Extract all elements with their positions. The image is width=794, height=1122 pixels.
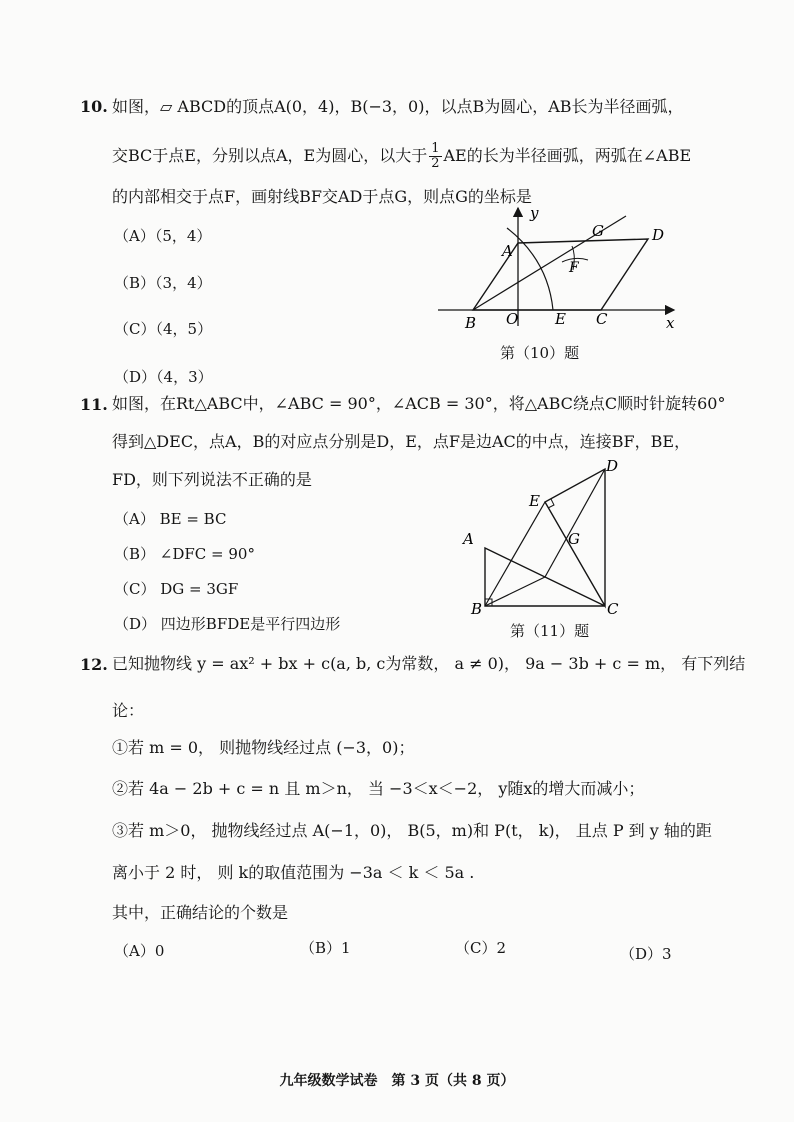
q10-line3: 的内部相交于点F，画射线BF交AD于点G，则点G的坐标是 <box>112 187 532 206</box>
q10-option-a: （A）（5，4） <box>114 227 212 245</box>
q10-line1: 如图，▱ ABCD的顶点A(0，4)，B(−3，0)，以点B为圆心，AB长为半径画弧， <box>112 97 684 116</box>
q12-option-c: （C）2 <box>455 939 507 957</box>
q10-option-d: （D）（4，3） <box>114 368 213 386</box>
label-b: B <box>465 314 477 332</box>
q10-caption: 第（10）题 <box>500 344 580 362</box>
label-y: y <box>530 204 539 222</box>
label-x: x <box>666 314 675 332</box>
q10-frac-den: 2 <box>431 156 440 171</box>
q12-option-d: （D）3 <box>620 945 672 963</box>
label-g: G <box>592 222 604 240</box>
q11-option-a: （A） BE = BC <box>114 510 227 528</box>
q12-number: 12. <box>80 655 108 674</box>
label-f: F <box>569 260 579 276</box>
arc-from-b <box>507 228 553 310</box>
q10-line2a: 交BC于点E，分别以点A，E为圆心，以大于 <box>112 146 428 165</box>
label-b11: B <box>471 600 483 618</box>
q11-number: 11. <box>80 395 108 414</box>
q10-frac-num: 1 <box>431 141 440 156</box>
label-d: D <box>652 226 665 244</box>
label-o: O <box>506 310 519 328</box>
q12-statement-3a: ③若 m＞0， 抛物线经过点 A(−1，0)， B(5，m)和 P(t， k)， 且点 P 到 y 轴的距 <box>112 821 712 840</box>
q10-line2b: AE的长为半径画弧，两弧在∠ABE <box>443 146 692 165</box>
q11-line3: FD，则下列说法不正确的是 <box>112 470 312 489</box>
q12-statement-3b: 离小于 2 时， 则 k的取值范围为 −3a ＜ k ＜ 5a . <box>112 863 475 882</box>
q12-statement-2: ②若 4a − 2b + c = n 且 m＞n， 当 −3＜x＜−2， y随x的增大而减小； <box>112 779 645 798</box>
q10-fraction <box>429 142 441 171</box>
q12-line2: 论： <box>112 701 145 720</box>
q11-caption: 第（11）题 <box>510 622 590 640</box>
label-e11: E <box>529 492 540 510</box>
q11-line2: 得到△DEC，点A，B的对应点分别是D，E，点F是边AC的中点，连接BF，BE， <box>112 432 691 451</box>
label-a: A <box>502 242 513 260</box>
label-c11: C <box>607 600 619 618</box>
q11-figure <box>455 456 630 618</box>
label-c: C <box>596 310 608 328</box>
q12-option-a: （A）0 <box>114 942 165 960</box>
q12-line1: 已知抛物线 y = ax² + bx + c(a, b, c为常数， a ≠ 0)， 9a − 3b + c = m， 有下列结 <box>112 654 746 673</box>
q10-option-c: （C）（4，5） <box>114 320 213 338</box>
q11-option-c: （C） DG = 3GF <box>114 580 239 598</box>
q11-line1: 如图，在Rt△ABC中，∠ABC = 90°，∠ACB = 30°，将△ABC绕点C顺时针旋转60° <box>112 394 726 413</box>
q11-option-d: （D） 四边形BFDE是平行四边形 <box>114 615 341 633</box>
q10-number: 10. <box>80 97 108 116</box>
label-e: E <box>555 310 566 328</box>
page-footer: 九年级数学试卷 第 3 页（共 8 页） <box>279 1073 515 1089</box>
q10-line2 <box>112 142 691 171</box>
q10-option-b: （B）（3，4） <box>114 274 212 292</box>
label-g11: G <box>568 530 580 548</box>
label-d11: D <box>606 457 619 475</box>
q12-statement-1: ①若 m = 0， 则抛物线经过点 (−3，0)； <box>112 738 415 757</box>
q11-option-b: （B） ∠DFC = 90° <box>114 545 255 563</box>
q12-option-b: （B）1 <box>300 939 351 957</box>
label-a11: A <box>463 530 474 548</box>
q12-question: 其中，正确结论的个数是 <box>112 903 289 922</box>
segment-be <box>485 502 545 606</box>
q10-figure <box>430 198 690 348</box>
parallelogram-abcd <box>473 239 648 310</box>
